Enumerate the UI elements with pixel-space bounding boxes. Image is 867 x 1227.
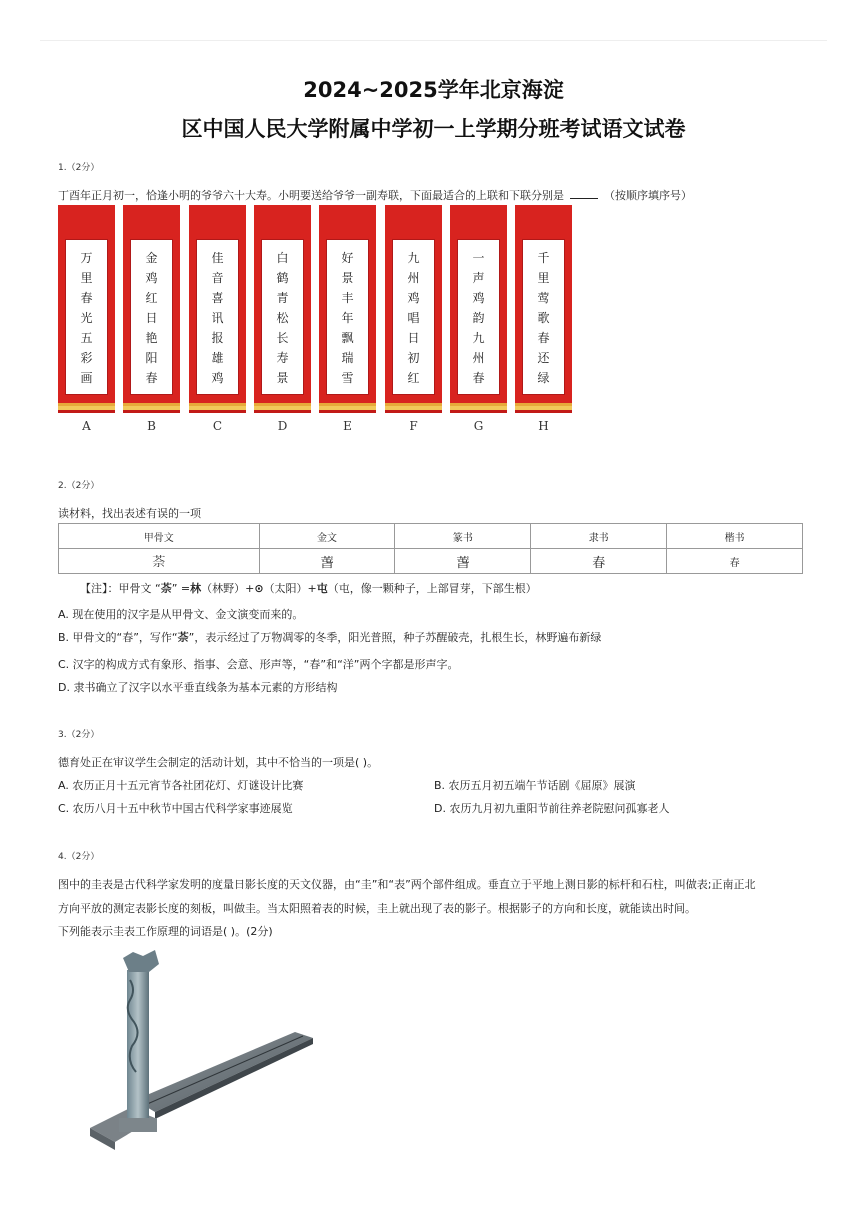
- couplet-scroll-h: [515, 205, 572, 413]
- scroll-trim: [58, 410, 115, 413]
- couplet-text: 九 州 鸡 唱 日 初 红: [407, 251, 420, 385]
- couplet-scroll-c: [189, 205, 246, 413]
- note-end: （屯，像一颗种子，上部冒芽，下部生根）: [327, 582, 537, 595]
- couplet-paper: [522, 239, 565, 395]
- question-1-suffix: （按顺序填序号）: [604, 189, 692, 202]
- scroll-trim: [385, 410, 442, 413]
- top-divider: [40, 40, 827, 41]
- couplet-paper: [392, 239, 435, 395]
- oracle-glyph-cell: 𦯬: [59, 549, 260, 574]
- couplet-label: A: [82, 419, 91, 433]
- couplet-label: C: [212, 419, 223, 433]
- question-3-option-b[interactable]: B. 农历五月初五端午节话剧《屈原》展演: [434, 779, 636, 792]
- question-3-number: 3.（2分）: [58, 730, 100, 740]
- couplet-paper: [196, 239, 239, 395]
- scroll-trim: [189, 410, 246, 413]
- sun-glyph-icon: ⊙: [254, 582, 264, 595]
- script-evolution-table: [58, 523, 803, 574]
- couplet-paper: [65, 239, 108, 395]
- note-mid2: （林野）+: [201, 582, 255, 595]
- note-mid1: ” =: [171, 582, 191, 595]
- note-prefix: 【注】：甲骨文 “: [80, 582, 161, 595]
- couplet-label: F: [409, 419, 418, 433]
- question-4-number: 4.（2分）: [58, 852, 100, 862]
- couplet-scroll-f: [385, 205, 442, 413]
- question-3-option-a[interactable]: A. 农历正月十五元宵节各社团花灯、灯谜设计比赛: [58, 779, 304, 792]
- question-1-stem: [58, 187, 692, 203]
- question-4-paragraph-2: 方向平放的测定表影长度的刻板，叫做圭。当太阳照着表的时候，圭上就出现了表的影子。根据影子的方向和长度，就能读出时间。: [58, 902, 696, 915]
- couplet-label: D: [277, 419, 288, 433]
- couplet-text: 白 鹤 青 松 长 寿 景: [276, 251, 289, 385]
- scroll-trim: [450, 410, 507, 413]
- scroll-trim: [254, 410, 311, 413]
- question-2-option-a[interactable]: A. 现在使用的汉字是从甲骨文、金文演变而来的。: [58, 608, 304, 621]
- scroll-trim: [515, 410, 572, 413]
- bronze-glyph-cell: 萅: [259, 549, 395, 574]
- note-mid3: （太阳）+: [263, 582, 317, 595]
- couplet-scroll-e: [319, 205, 376, 413]
- table-header-cell: 楷书: [667, 524, 803, 549]
- question-2-note: [80, 580, 537, 596]
- couplet-label: G: [473, 419, 484, 433]
- question-4-paragraph-3: 下列能表示圭表工作原理的词语是( )。(2分): [58, 925, 273, 938]
- couplet-paper: [457, 239, 500, 395]
- couplet-scroll-g: [450, 205, 507, 413]
- question-2-number: 2.（2分）: [58, 481, 100, 491]
- couplet-text: 千 里 莺 歌 春 还 绿: [537, 251, 550, 385]
- question-4-paragraph-1: 图中的圭表是古代科学家发明的度量日影长度的天文仪器，由“圭”和“表”两个部件组成。垂直立于平地上测日影的标杆和石柱，叫做表;正南正北: [58, 878, 756, 891]
- question-2-option-c[interactable]: C. 汉字的构成方式有象形、指事、会意、形声等，“春”和“洋”两个字都是形声字。: [58, 658, 459, 671]
- question-1-number: 1.（2分）: [58, 163, 100, 173]
- couplet-text: 一 声 鸡 韵 九 州 春: [472, 251, 485, 385]
- couplet-text: 佳 音 喜 讯 报 雄 鸡: [211, 251, 224, 385]
- forest-glyph-icon: 林: [190, 582, 202, 595]
- oracle-spring-glyph-icon: 𦯬: [177, 631, 189, 644]
- sprout-glyph-icon: 屯: [316, 582, 328, 595]
- table-header-cell: 篆书: [395, 524, 531, 549]
- couplet-label: E: [343, 419, 352, 433]
- couplet-paper: [130, 239, 173, 395]
- question-3-option-c[interactable]: C. 农历八月十五中秋节中国古代科学家事迹展览: [58, 802, 293, 815]
- scroll-trim: [123, 410, 180, 413]
- couplet-text: 万 里 春 光 五 彩 画: [80, 251, 93, 385]
- question-2-option-b[interactable]: [58, 629, 601, 645]
- answer-blank[interactable]: [570, 189, 598, 199]
- table-header-cell: 隶书: [531, 524, 667, 549]
- gnomon-illustration: [85, 950, 315, 1165]
- question-2-option-d[interactable]: D. 隶书确立了汉字以水平垂直线条为基本元素的方形结构: [58, 681, 338, 694]
- couplet-scroll-d: [254, 205, 311, 413]
- exam-title-line2: 区中国人民大学附属中学初一上学期分班考试语文试卷: [181, 117, 686, 141]
- option-b-text: B. 甲骨文的“春”，写作“: [58, 631, 178, 644]
- couplet-text: 好 景 丰 年 飘 瑞 雪: [341, 251, 354, 385]
- couplet-label: B: [147, 419, 156, 433]
- couplet-paper: [326, 239, 369, 395]
- question-3-option-d[interactable]: D. 农历九月初九重阳节前往养老院慰问孤寡老人: [434, 802, 670, 815]
- scroll-trim: [319, 410, 376, 413]
- question-2-stem: 读材料，找出表述有误的一项: [58, 507, 201, 520]
- exam-title-line1: 2024~2025学年北京海淀: [303, 78, 564, 102]
- seal-glyph-cell: 萅: [395, 549, 531, 574]
- couplet-paper: [261, 239, 304, 395]
- table-header-row: [59, 524, 803, 549]
- table-header-cell: 金文: [259, 524, 395, 549]
- couplet-text: 金 鸡 红 日 艳 阳 春: [145, 251, 158, 385]
- table-row: [59, 549, 803, 574]
- clerical-glyph-cell: 春: [531, 549, 667, 574]
- question-3-stem: 德育处正在审议学生会制定的活动计划，其中不恰当的一项是( )。: [58, 756, 379, 769]
- table-header-cell: 甲骨文: [59, 524, 260, 549]
- oracle-spring-glyph-icon: 𦯬: [160, 582, 172, 595]
- couplet-scroll-b: [123, 205, 180, 413]
- couplet-scroll-a: [58, 205, 115, 413]
- regular-glyph-cell: 春: [667, 549, 803, 574]
- option-b-tail: ”，表示经过了万物凋零的冬季，阳光普照，种子苏醒破壳，扎根生长，林野遍布新绿: [188, 631, 602, 644]
- couplet-label: H: [538, 419, 549, 433]
- couplet-figure: [58, 205, 573, 440]
- question-1-stem-text: 丁酉年正月初一，恰逢小明的爷爷六十大寿。小明要送给爷爷一副寿联，下面最适合的上联和下联分别是: [58, 189, 564, 202]
